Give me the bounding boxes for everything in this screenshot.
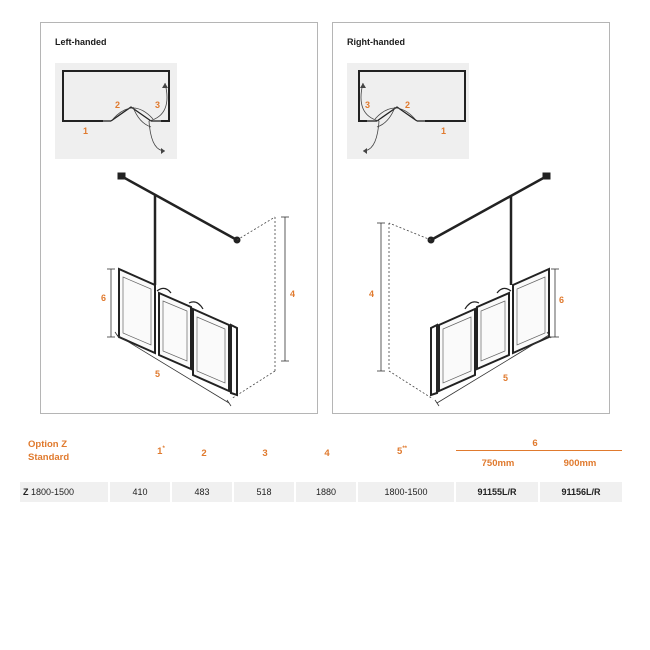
table-row	[20, 482, 622, 502]
left-plan-doors	[103, 107, 161, 121]
right-ceiling-rod	[428, 173, 550, 285]
cell-col1: 410	[110, 482, 170, 502]
left-plan-label-2: 2	[115, 100, 121, 110]
cell-col4: 1880	[296, 482, 356, 502]
right-plan-swing-arcs	[361, 83, 415, 151]
row-label: 1800-1500	[31, 487, 75, 497]
right-dim-label-5: 5	[503, 373, 509, 383]
left-dim-label-6: 6	[101, 293, 107, 303]
right-wall-outline	[389, 223, 433, 399]
right-plan-doors	[367, 107, 425, 121]
cell-col5: 1800-1500	[358, 482, 454, 502]
cell-col2: 483	[172, 482, 232, 502]
right-plan-label-2: 2	[405, 100, 411, 110]
right-handed-title: Right-handed	[347, 37, 405, 47]
table-title-line1: Option Z	[28, 439, 68, 450]
col-header-5: 5**	[397, 446, 407, 458]
left-plan-outline	[63, 71, 169, 121]
left-shower-panels	[119, 269, 237, 395]
col-header-1-mark: *	[162, 446, 165, 452]
right-arrow-out-icon	[363, 148, 367, 154]
left-arrow-in-icon	[162, 83, 168, 88]
right-shower-panels	[431, 269, 549, 395]
left-plan-label-1: 1	[83, 126, 89, 136]
col-header-4: 4	[324, 448, 330, 459]
left-dim-label-4: 4	[290, 289, 296, 299]
right-dim-label-6: 6	[559, 295, 565, 305]
col-header-6-rule	[456, 450, 622, 451]
left-arrow-out-icon	[161, 148, 165, 154]
right-plan-label-3: 3	[365, 100, 371, 110]
col-header-5-mark: **	[402, 446, 407, 452]
col-header-6-900: 900mm	[563, 458, 597, 469]
col-header-6-750: 750mm	[481, 458, 515, 469]
col-header-1: 1*	[157, 446, 165, 458]
right-arrow-in-icon	[360, 83, 366, 88]
col-header-2: 2	[201, 448, 207, 459]
table-title	[28, 438, 108, 464]
cell-col3: 518	[234, 482, 294, 502]
col-header-6: 6	[532, 438, 538, 449]
left-drawing	[41, 23, 319, 415]
left-plan-label-3: 3	[155, 100, 161, 110]
table-title-line2: Standard	[28, 452, 70, 463]
col-header-3: 3	[262, 448, 268, 459]
row-label-cell	[20, 482, 108, 502]
right-drawing	[333, 23, 611, 415]
right-plan-label-1: 1	[441, 126, 447, 136]
left-handed-title: Left-handed	[55, 37, 107, 47]
right-plan-outline	[359, 71, 465, 121]
left-ceiling-rod	[118, 173, 240, 285]
right-handed-diagram	[332, 22, 610, 414]
left-handed-diagram	[40, 22, 318, 414]
row-prefix: Z	[23, 487, 29, 497]
left-plan-swing-arcs	[113, 83, 167, 151]
cell-col6-750: 91155L/R	[456, 482, 538, 502]
right-dim-label-4: 4	[369, 289, 375, 299]
left-dim-label-5: 5	[155, 369, 161, 379]
cell-col6-900: 91156L/R	[540, 482, 622, 502]
